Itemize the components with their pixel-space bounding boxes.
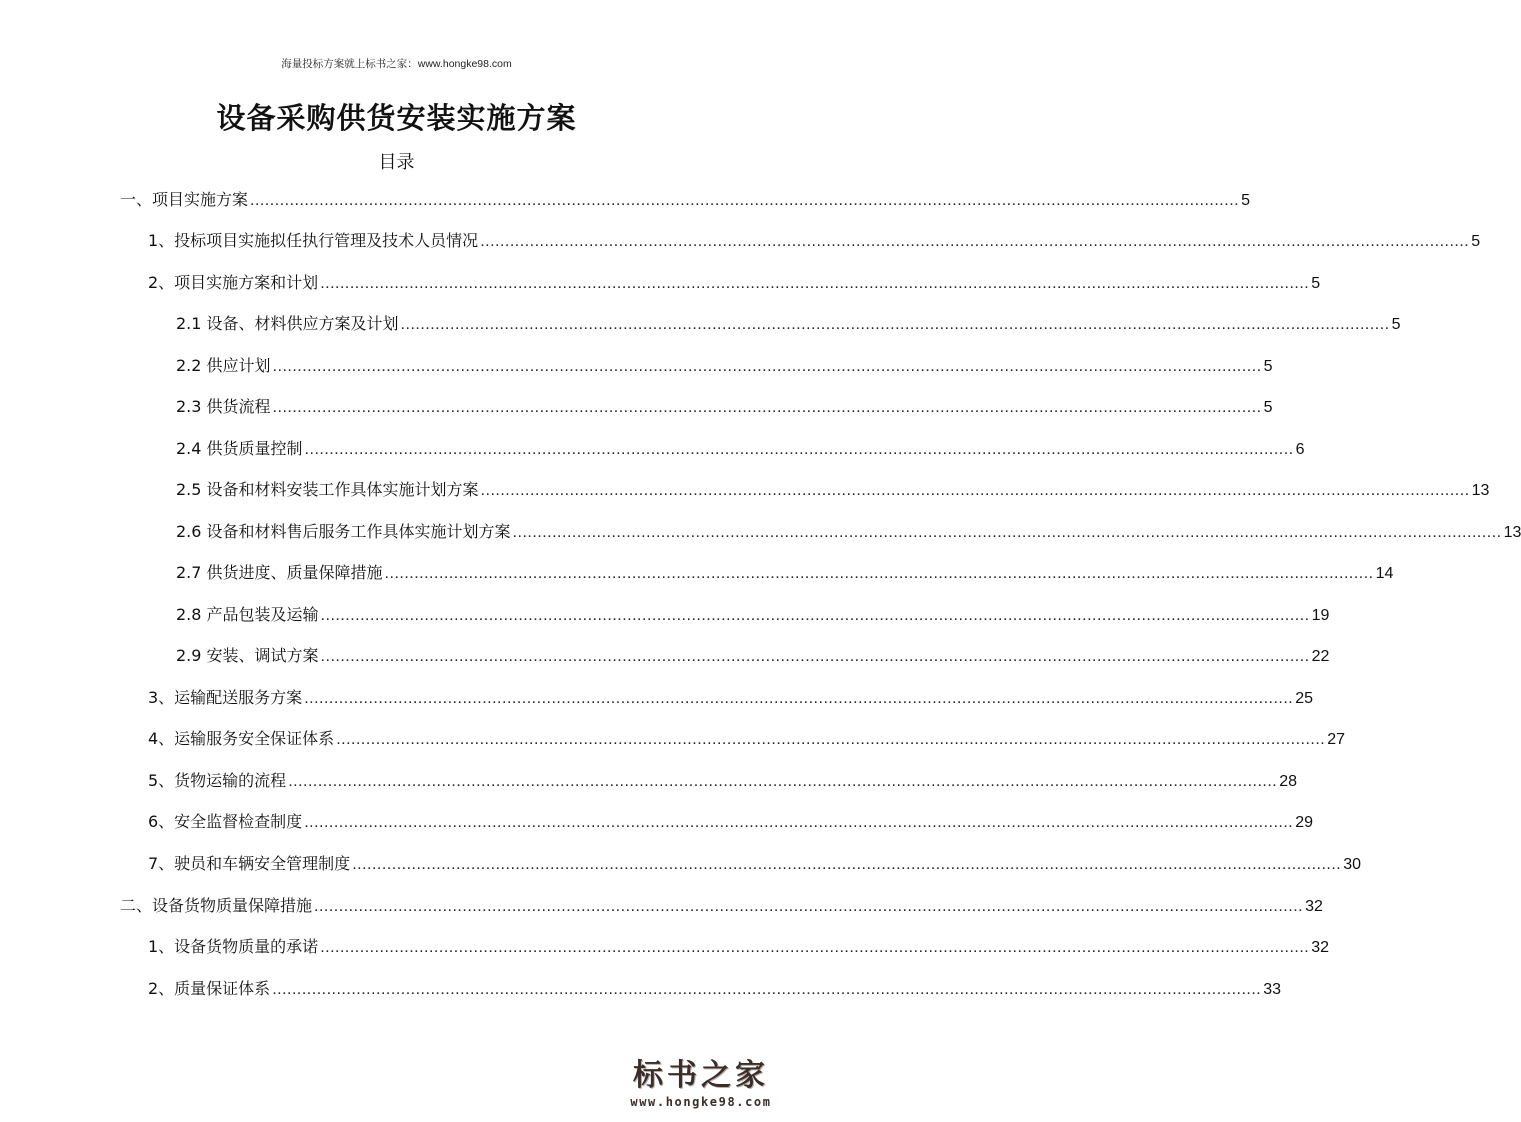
toc-entry[interactable] [148, 724, 1346, 754]
toc-heading: 目录 [378, 152, 415, 173]
toc-entry[interactable] [176, 309, 1401, 339]
toc-entry-label: 2.4 供货质量控制 [176, 439, 303, 458]
logo-url: www.hongke98.com [630, 1095, 772, 1109]
toc-entry-page: 32 [1311, 939, 1330, 956]
toc-entry-label: 2、质量保证体系 [148, 979, 271, 998]
toc-entry-label: 1、设备货物质量的承诺 [148, 937, 319, 956]
toc-entry-label: 7、驶员和车辆安全管理制度 [148, 854, 351, 873]
toc-leader-dots: ........................................................................................................................................................................................................ [320, 607, 1310, 624]
toc-entry-page: 19 [1311, 607, 1330, 624]
toc-entry[interactable] [120, 891, 1323, 921]
toc-entry-page: 5 [1241, 192, 1250, 209]
toc-leader-dots: ........................................................................................................................................................................................................ [480, 233, 1470, 250]
toc-entry[interactable] [176, 517, 1521, 547]
toc-leader-dots: ........................................................................................................................................................................................................ [288, 773, 1278, 790]
toc-entry-label: 2、项目实施方案和计划 [148, 273, 319, 292]
toc-leader-dots: ........................................................................................................................................................................................................ [272, 399, 1262, 416]
toc-entry-label: 2.1 设备、材料供应方案及计划 [176, 314, 399, 333]
toc-entry-label: 2.8 产品包装及运输 [176, 605, 319, 624]
toc-leader-dots: ........................................................................................................................................................................................................ [320, 648, 1310, 665]
toc-leader-dots: ........................................................................................................................................................................................................ [304, 690, 1294, 707]
toc-entry-page: 14 [1375, 565, 1394, 582]
document-title: 设备采购供货安装实施方案 [216, 101, 577, 135]
toc-entry-page: 22 [1311, 648, 1330, 665]
page-header [0, 56, 793, 71]
toc-leader-dots: ........................................................................................................................................................................................................ [384, 565, 1374, 582]
toc-entry[interactable] [176, 600, 1330, 630]
toc-leader-dots: ........................................................................................................................................................................................................ [320, 939, 1310, 956]
toc-entry-page: 6 [1295, 441, 1305, 458]
toc-entry-page: 5 [1471, 233, 1481, 250]
toc-entry[interactable] [176, 475, 1490, 505]
toc-entry-label: 一、项目实施方案 [120, 190, 249, 209]
toc-leader-dots: ........................................................................................................................................................................................................ [512, 524, 1502, 541]
toc-entry-page: 5 [1391, 316, 1401, 333]
toc-entry-label: 4、运输服务安全保证体系 [148, 729, 335, 748]
toc-entry-page: 33 [1263, 981, 1282, 998]
header-url[interactable]: www.hongke98.com [417, 58, 512, 70]
toc-leader-dots: ........................................................................................................................................................................................................ [320, 275, 1310, 292]
toc-entry[interactable] [148, 807, 1314, 837]
toc-entry-label: 3、运输配送服务方案 [148, 688, 303, 707]
toc-entry[interactable] [176, 434, 1305, 464]
toc-entry-label: 2.7 供货进度、质量保障措施 [176, 563, 383, 582]
toc-leader-dots: ........................................................................................................................................................................................................ [352, 856, 1342, 873]
toc-entry-page: 28 [1279, 773, 1298, 790]
toc-entry-label: 2.6 设备和材料售后服务工作具体实施计划方案 [176, 522, 511, 541]
toc-entry-page: 13 [1503, 524, 1521, 541]
toc-entry[interactable] [148, 849, 1362, 879]
toc-entry-label: 1、投标项目实施拟任执行管理及技术人员情况 [148, 231, 479, 250]
toc-leader-dots: ........................................................................................................................................................................................................ [336, 731, 1326, 748]
toc-entry[interactable] [148, 932, 1330, 962]
toc-leader-dots: ........................................................................................................................................................................................................ [480, 482, 1470, 499]
toc-entry-page: 25 [1295, 690, 1314, 707]
toc-entry[interactable] [148, 974, 1282, 1004]
brand-logo [617, 1058, 785, 1114]
toc-entry-label: 2.9 安装、调试方案 [176, 646, 319, 665]
toc-entry-label: 2.2 供应计划 [176, 356, 271, 375]
toc-entry-page: 5 [1263, 399, 1273, 416]
toc-entry[interactable] [176, 351, 1273, 381]
toc-entry[interactable] [148, 268, 1321, 298]
toc-entry-page: 29 [1295, 814, 1314, 831]
toc-entry-page: 27 [1327, 731, 1346, 748]
toc-entry[interactable] [120, 185, 1250, 215]
toc-leader-dots: ........................................................................................................................................................................................................ [400, 316, 1390, 333]
toc-entry-label: 5、货物运输的流程 [148, 771, 287, 790]
toc-leader-dots: ........................................................................................................................................................................................................ [314, 898, 1304, 915]
toc-entry[interactable] [148, 226, 1481, 256]
toc-entry-page: 5 [1263, 358, 1273, 375]
toc-leader-dots: ........................................................................................................................................................................................................ [272, 358, 1262, 375]
toc-entry-page: 30 [1343, 856, 1362, 873]
header-text: 海量投标方案就上标书之家： [281, 58, 418, 70]
toc-entry-label: 二、设备货物质量保障措施 [120, 896, 313, 915]
toc-entry[interactable] [176, 392, 1273, 422]
toc-leader-dots: ........................................................................................................................................................................................................ [304, 441, 1294, 458]
toc-entry-page: 32 [1305, 898, 1323, 915]
toc-leader-dots: ........................................................................................................................................................................................................ [304, 814, 1294, 831]
toc-entry[interactable] [176, 558, 1394, 588]
toc-entry[interactable] [148, 683, 1314, 713]
toc-entry[interactable] [176, 641, 1330, 671]
logo-text: 标书之家 [633, 1058, 769, 1093]
toc-entry-label: 2.5 设备和材料安装工作具体实施计划方案 [176, 480, 479, 499]
toc-leader-dots: ........................................................................................................................................................................................................ [250, 192, 1240, 209]
toc-entry-label: 2.3 供货流程 [176, 397, 271, 416]
toc-leader-dots: ........................................................................................................................................................................................................ [272, 981, 1262, 998]
toc-entry-page: 5 [1311, 275, 1321, 292]
toc-entry-page: 13 [1471, 482, 1490, 499]
toc-entry[interactable] [148, 766, 1298, 796]
toc-entry-label: 6、安全监督检查制度 [148, 812, 303, 831]
